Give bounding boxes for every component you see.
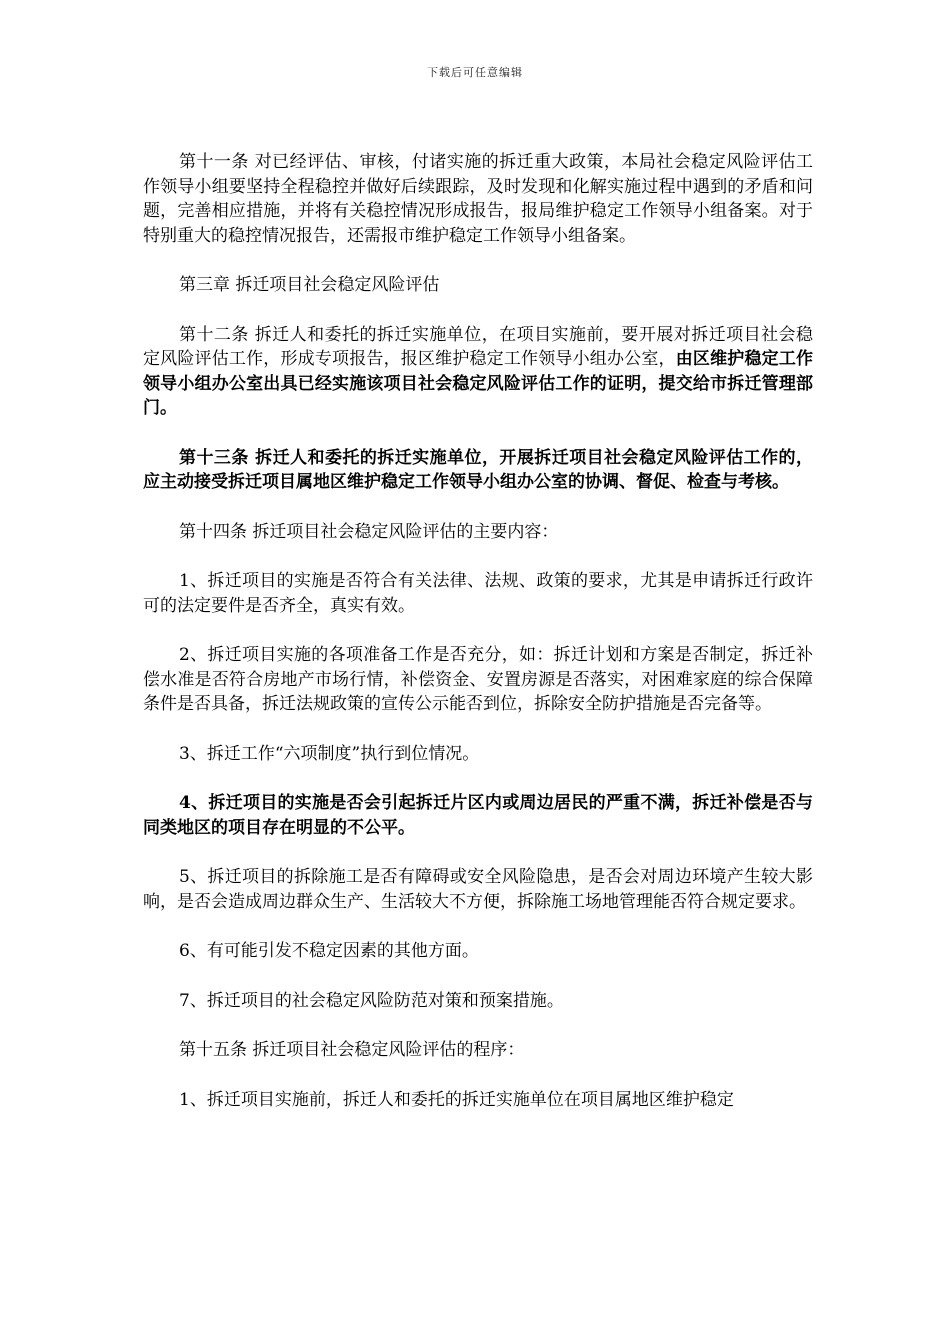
content-item-4: 4、拆迁项目的实施是否会引起拆迁片区内或周边居民的严重不满，拆迁补偿是否与同类地区的项目存在明显的不公平。: [143, 793, 813, 838]
article-14: 第十四条 拆迁项目社会稳定风险评估的主要内容：: [179, 521, 559, 542]
article-12-bold: 由区维护稳定工作领导小组办公室出具已经实施该项目社会稳定风险评估工作的证明，提交给市拆迁管理部门。: [143, 349, 814, 418]
article-12-regular: 第十二条 拆迁人和委托的拆迁实施单位，在项目实施前，要开展对拆迁项目社会稳定风险评估工作，形成专项报告，报区维护稳定工作领导小组办公室，: [143, 324, 813, 369]
content-item-3: 3、拆迁工作“六项制度”执行到位情况。: [179, 743, 480, 764]
document-body: [143, 150, 813, 1137]
download-note: 下载后可任意编辑: [427, 66, 523, 79]
article-11: 第十一条 对已经评估、审核，付诸实施的拆迁重大政策，本局社会稳定风险评估工作领导小组要坚持全程稳控并做好后续跟踪，及时发现和化解实施过程中遇到的矛盾和问题，完善相应措施，并将有关稳控情况形成报告，报局维护稳定工作领导小组备案。对于特别重大的稳控情况报告，还需报市维护稳定工作领导小组备案。: [143, 152, 813, 246]
article-12: [143, 323, 813, 421]
content-item-1: 1、拆迁项目的实施是否符合有关法律、法规、政策的要求，尤其是申请拆迁行政许可的法定要件是否齐全，真实有效。: [143, 571, 813, 616]
chapter-3-heading: 第三章 拆迁项目社会稳定风险评估: [179, 275, 440, 295]
article-15: 第十五条 拆迁项目社会稳定风险评估的程序：: [179, 1040, 525, 1060]
content-item-2: 2、拆迁项目实施的各项准备工作是否充分，如：拆迁计划和方案是否制定，拆迁补偿水准是否符合房地产市场行情，补偿资金、安置房源是否落实，对困难家庭的综合保障条件是否具备，拆迁法规政策的宣传公示能否到位，拆除安全防护措施是否完备等。: [143, 645, 813, 714]
content-item-6: 6、有可能引发不稳定因素的其他方面。: [179, 941, 479, 961]
article-13: 第十三条 拆迁人和委托的拆迁实施单位，开展拆迁项目社会稳定风险评估工作的，应主动接受拆迁项目属地区维护稳定工作领导小组办公室的协调、督促、检查与考核。: [143, 447, 813, 492]
content-item-5: 5、拆迁项目的拆除施工是否有障碍或安全风险隐患，是否会对周边环境产生较大影响，是否会造成周边群众生产、生活较大不方便，拆除施工场地管理能否符合规定要求。: [143, 867, 813, 912]
content-item-7: 7、拆迁项目的社会稳定风险防范对策和预案措施。: [179, 990, 564, 1011]
procedure-step-1: 1、拆迁项目实施前，拆迁人和委托的拆迁实施单位在项目属地区维护稳定: [179, 1089, 734, 1110]
